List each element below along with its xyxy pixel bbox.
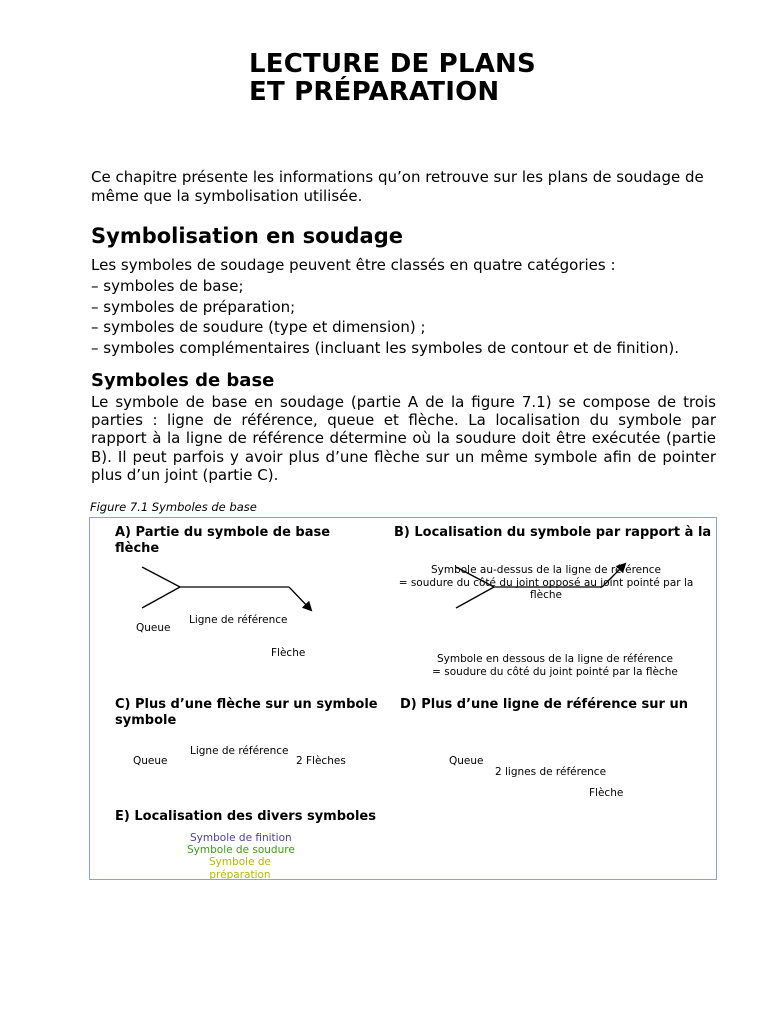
intro-paragraph: Ce chapitre présente les informations qu’on retrouve sur les plans de soudage de même que la symbolisation utilisée. xyxy=(91,168,704,205)
label-symbole-preparation-line1: Symbole de xyxy=(208,856,272,868)
paragraph-line: B). Il peut parfois y avoir plus d’une flèche sur un même symbole afin de pointer xyxy=(91,447,716,466)
label-fleche: Flèche xyxy=(589,787,624,799)
label-ligne-reference: Ligne de référence xyxy=(189,614,288,626)
paragraph-line: plus d’un joint (partie C). xyxy=(91,465,279,484)
part-b-title: B) Localisation du symbole par rapport à la xyxy=(394,525,712,540)
label-symbol-above-line1: Symbole au-dessus de la ligne de référence xyxy=(430,564,662,576)
paragraph-line: rapport à la ligne de référence détermine où la soudure doit être exécutée (partie xyxy=(91,429,716,448)
label-2-lignes-reference: 2 lignes de référence xyxy=(495,766,607,778)
figure-caption: Figure 7.1 Symboles de base xyxy=(90,500,257,514)
queue-upper-line xyxy=(142,567,180,587)
part-a-title xyxy=(115,525,330,557)
symbolisation-lead: Les symboles de soudage peuvent être classés en quatre catégories : xyxy=(91,256,616,274)
list-item: – symboles de soudure (type et dimension) ; xyxy=(91,318,426,337)
arrow-line xyxy=(289,587,311,610)
symbolisation-list xyxy=(91,255,731,359)
label-queue: Queue xyxy=(136,622,171,634)
paragraph-line: parties : ligne de référence, queue et flèche. La localisation du symbole par xyxy=(91,411,716,430)
label-symbole-soudure: Symbole de soudure xyxy=(187,844,295,856)
part-c-title-line2: symbole xyxy=(115,713,177,728)
label-2-fleches: 2 Flèches xyxy=(296,755,346,767)
list-item: – symboles de préparation; xyxy=(91,297,296,316)
part-a-title-line1: A) Partie du symbole de base xyxy=(115,525,331,540)
section-heading-symbolisation: Symbolisation en soudage xyxy=(91,224,404,248)
list-item: – symboles de base; xyxy=(91,276,244,295)
page-title xyxy=(249,50,536,106)
label-symbol-above-line3: flèche xyxy=(530,589,562,601)
part-c-title xyxy=(115,697,378,729)
label-symbol-above xyxy=(395,564,697,602)
label-symbol-below xyxy=(420,653,690,678)
part-c-title-line1: C) Plus d’une flèche sur un symbole xyxy=(115,697,378,712)
label-symbole-finition: Symbole de finition xyxy=(190,832,292,844)
section-heading-symboles-base: Symboles de base xyxy=(91,370,275,391)
page-title-line1: LECTURE DE PLANS xyxy=(249,49,536,79)
part-d-title: D) Plus d’une ligne de référence sur un xyxy=(400,697,688,712)
label-symbol-below-line2: = soudure du côté du joint pointé par la flèche xyxy=(432,665,678,678)
figure-box xyxy=(89,517,717,880)
symboles-base-paragraph xyxy=(91,393,716,484)
part-e-title: E) Localisation des divers symboles xyxy=(115,809,376,824)
label-queue: Queue xyxy=(449,755,484,767)
list-item: – symboles complémentaires (incluant les symboles de contour et de finition). xyxy=(91,339,680,358)
label-ligne-reference: Ligne de référence xyxy=(190,745,289,757)
queue-lower-line xyxy=(142,587,180,608)
label-symbole-preparation-line2: préparation xyxy=(209,868,271,881)
label-symbole-preparation xyxy=(190,856,290,881)
label-queue: Queue xyxy=(133,755,168,767)
symbol-a-drawing xyxy=(142,567,311,610)
paragraph-line: Le symbole de base en soudage (partie A de la figure 7.1) se compose de trois xyxy=(91,393,716,411)
label-symbol-above-line2: = soudure du côté du joint opposé au joint pointé par la xyxy=(398,576,694,589)
page-title-line2: ET PRÉPARATION xyxy=(249,77,500,107)
part-a-title-line2: flèche xyxy=(115,541,160,556)
label-symbol-below-line1: Symbole en dessous de la ligne de référence xyxy=(436,653,674,665)
label-fleche: Flèche xyxy=(271,647,306,659)
